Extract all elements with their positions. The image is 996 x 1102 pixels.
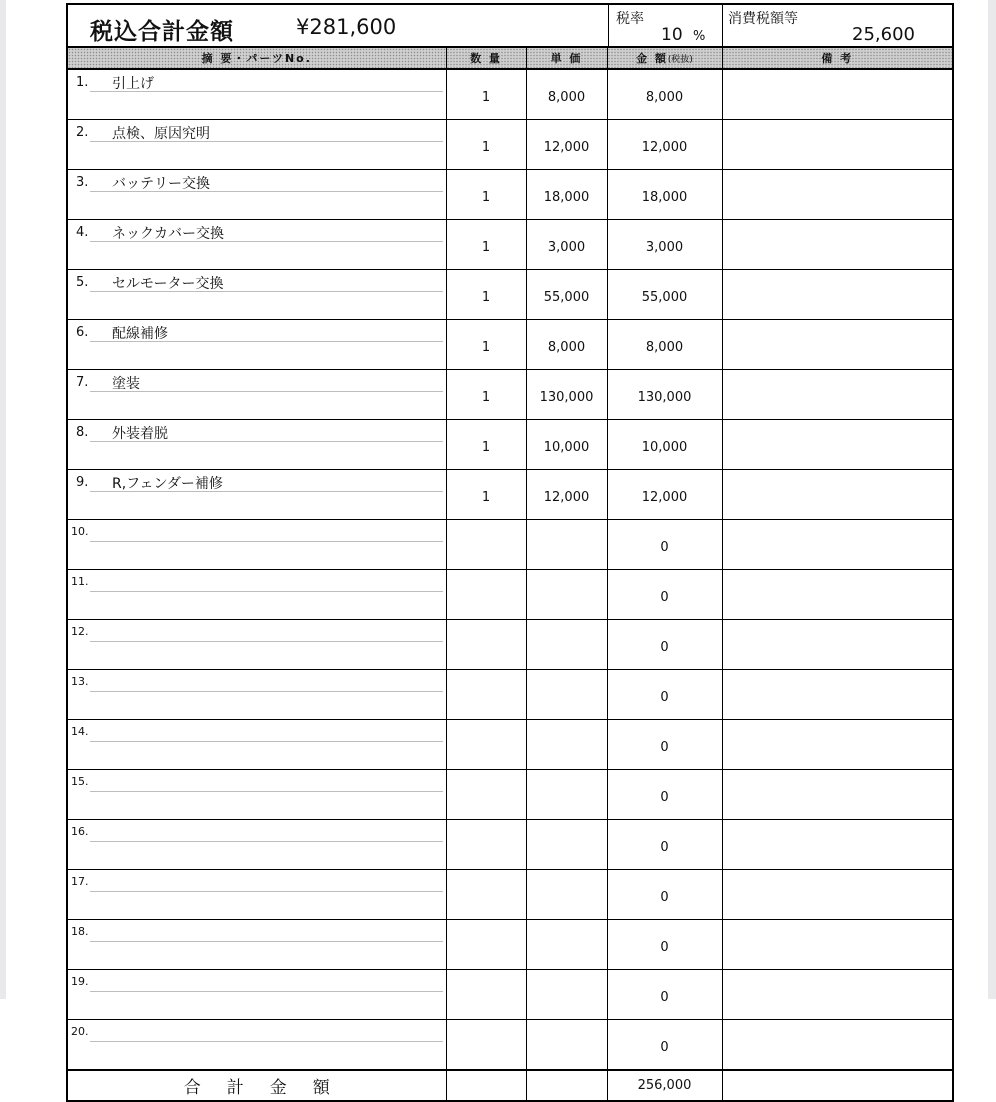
item-underline [90,341,443,342]
item-number: 7. [76,375,89,390]
item-description-cell [67,520,446,570]
item-underline [90,691,443,692]
grand-total-label: 合計金額 [67,1070,446,1101]
item-description: 配線補修 [112,326,168,342]
item-description-cell [67,770,446,820]
item-amount: 55,000 [607,270,722,320]
item-underline [90,841,443,842]
item-quantity [446,920,526,970]
item-unit-price: 130,000 [526,370,607,420]
item-remarks [722,920,953,970]
item-quantity: 1 [446,120,526,170]
item-amount: 12,000 [607,120,722,170]
item-remarks [722,470,953,520]
item-quantity: 1 [446,170,526,220]
item-underline [90,91,443,92]
item-amount: 0 [607,670,722,720]
item-number: 1. [76,75,89,90]
table-row [67,570,953,620]
item-number: 16. [71,825,89,838]
item-description-cell [67,970,446,1020]
line-items-table [66,46,954,1102]
item-quantity [446,720,526,770]
item-unit-price: 10,000 [526,420,607,470]
total-with-tax-value: ¥281,600 [296,15,397,39]
item-amount: 0 [607,820,722,870]
item-unit-price: 18,000 [526,170,607,220]
item-number: 15. [71,775,89,788]
item-underline [90,141,443,142]
table-row [67,120,953,170]
item-quantity [446,620,526,670]
item-remarks [722,220,953,270]
item-remarks [722,370,953,420]
item-amount: 12,000 [607,470,722,520]
item-amount: 0 [607,570,722,620]
item-description-cell [67,670,446,720]
tax-rate-unit: % [693,29,706,44]
item-quantity [446,870,526,920]
item-amount: 130,000 [607,370,722,420]
item-description: セルモーター交換 [112,276,224,292]
item-number: 5. [76,275,89,290]
item-description: 点検、原因究明 [112,126,210,142]
amount-tax-note: (税抜) [667,55,693,65]
total-unit-price-cell [526,1070,607,1101]
table-row [67,420,953,470]
tax-rate-cell [608,5,723,47]
item-description-cell [67,470,446,520]
table-row [67,670,953,720]
item-number: 13. [71,675,89,688]
table-row [67,520,953,570]
item-underline [90,241,443,242]
item-quantity [446,1020,526,1071]
item-description-cell [67,120,446,170]
item-description-cell [67,870,446,920]
table-row [67,970,953,1020]
table-row [67,720,953,770]
column-header-unit-price: 単 価 [526,47,607,69]
item-remarks [722,720,953,770]
item-remarks [722,870,953,920]
item-quantity: 1 [446,470,526,520]
item-remarks [722,320,953,370]
item-remarks [722,520,953,570]
item-underline [90,991,443,992]
item-unit-price [526,670,607,720]
table-row [67,870,953,920]
table-header-row [67,47,953,69]
item-unit-price: 12,000 [526,470,607,520]
item-amount: 8,000 [607,69,722,120]
item-underline [90,941,443,942]
table-row [67,620,953,670]
item-underline [90,391,443,392]
item-description-cell [67,170,446,220]
item-underline [90,541,443,542]
item-amount: 0 [607,620,722,670]
item-unit-price: 3,000 [526,220,607,270]
item-remarks [722,420,953,470]
table-row [67,270,953,320]
summary-header [66,3,954,47]
item-remarks [722,970,953,1020]
item-description-cell [67,69,446,120]
item-quantity [446,520,526,570]
item-quantity: 1 [446,370,526,420]
total-remarks-cell [722,1070,953,1101]
total-row [67,1070,953,1101]
item-description-cell [67,570,446,620]
table-row [67,920,953,970]
item-description-cell [67,220,446,270]
item-description-cell [67,720,446,770]
item-description-cell [67,320,446,370]
item-number: 3. [76,175,89,190]
item-quantity: 1 [446,69,526,120]
item-number: 14. [71,725,89,738]
item-description-cell [67,620,446,670]
table-row [67,470,953,520]
page-left-margin [0,0,6,999]
total-quantity-cell [446,1070,526,1101]
item-remarks [722,1020,953,1071]
item-underline [90,891,443,892]
item-amount: 10,000 [607,420,722,470]
item-underline [90,741,443,742]
column-header-remarks: 備 考 [722,47,953,69]
item-description: 外装着脱 [112,426,168,442]
item-description-cell [67,270,446,320]
item-remarks [722,170,953,220]
item-amount: 8,000 [607,320,722,370]
item-number: 18. [71,925,89,938]
item-quantity: 1 [446,420,526,470]
item-quantity [446,820,526,870]
item-description-cell [67,420,446,470]
item-amount: 3,000 [607,220,722,270]
item-description-cell [67,920,446,970]
item-number: 12. [71,625,89,638]
item-remarks [722,770,953,820]
item-underline [90,791,443,792]
table-row [67,1020,953,1071]
item-quantity: 1 [446,220,526,270]
item-underline [90,491,443,492]
item-underline [90,291,443,292]
item-amount: 0 [607,520,722,570]
item-unit-price [526,570,607,620]
item-quantity [446,970,526,1020]
item-number: 6. [76,325,89,340]
item-number: 2. [76,125,89,140]
table-row [67,220,953,270]
consumption-tax-label: 消費税額等 [728,11,798,27]
table-row [67,370,953,420]
column-header-description: 摘 要・パーツNo. [67,47,446,69]
item-remarks [722,120,953,170]
column-header-amount: 金 額(税抜) [607,47,722,69]
table-row [67,69,953,120]
item-quantity: 1 [446,320,526,370]
item-underline [90,441,443,442]
item-unit-price: 8,000 [526,320,607,370]
item-remarks [722,270,953,320]
item-number: 20. [71,1025,89,1038]
table-row [67,320,953,370]
item-number: 9. [76,475,89,490]
item-quantity [446,770,526,820]
item-underline [90,1041,443,1042]
item-amount: 0 [607,920,722,970]
item-quantity: 1 [446,270,526,320]
item-unit-price [526,970,607,1020]
item-unit-price [526,870,607,920]
item-unit-price [526,720,607,770]
item-unit-price [526,620,607,670]
column-header-quantity: 数 量 [446,47,526,69]
consumption-tax-cell [722,5,953,47]
item-amount: 0 [607,1020,722,1071]
item-number: 11. [71,575,89,588]
item-unit-price [526,1020,607,1071]
item-number: 4. [76,225,89,240]
item-description: バッテリー交換 [112,176,210,192]
item-remarks [722,620,953,670]
tax-rate-label: 税率 [616,11,644,27]
item-quantity [446,670,526,720]
item-amount: 0 [607,720,722,770]
item-description: 塗装 [112,376,140,392]
item-amount: 0 [607,970,722,1020]
item-underline [90,591,443,592]
item-amount: 0 [607,770,722,820]
item-underline [90,641,443,642]
item-number: 8. [76,425,89,440]
item-quantity [446,570,526,620]
item-remarks [722,69,953,120]
item-remarks [722,670,953,720]
item-unit-price: 55,000 [526,270,607,320]
consumption-tax-value: 25,600 [852,24,915,45]
grand-total-amount: 256,000 [607,1070,722,1101]
item-amount: 0 [607,870,722,920]
item-description: R,フェンダー補修 [112,476,223,492]
item-unit-price [526,520,607,570]
item-unit-price: 12,000 [526,120,607,170]
item-unit-price [526,920,607,970]
item-number: 10. [71,525,89,538]
item-amount: 18,000 [607,170,722,220]
item-unit-price: 8,000 [526,69,607,120]
tax-rate-value: 10 [661,25,683,45]
item-description-cell [67,370,446,420]
table-row [67,820,953,870]
table-row [67,170,953,220]
item-description: 引上げ [112,76,154,92]
page-right-margin [988,0,996,999]
item-description-cell [67,820,446,870]
item-unit-price [526,820,607,870]
item-number: 19. [71,975,89,988]
total-with-tax-label: 税込合計金額 [90,19,234,45]
item-number: 17. [71,875,89,888]
item-underline [90,191,443,192]
item-description: ネックカバー交換 [112,226,224,242]
item-remarks [722,570,953,620]
item-remarks [722,820,953,870]
item-description-cell [67,1020,446,1071]
table-row [67,770,953,820]
item-unit-price [526,770,607,820]
